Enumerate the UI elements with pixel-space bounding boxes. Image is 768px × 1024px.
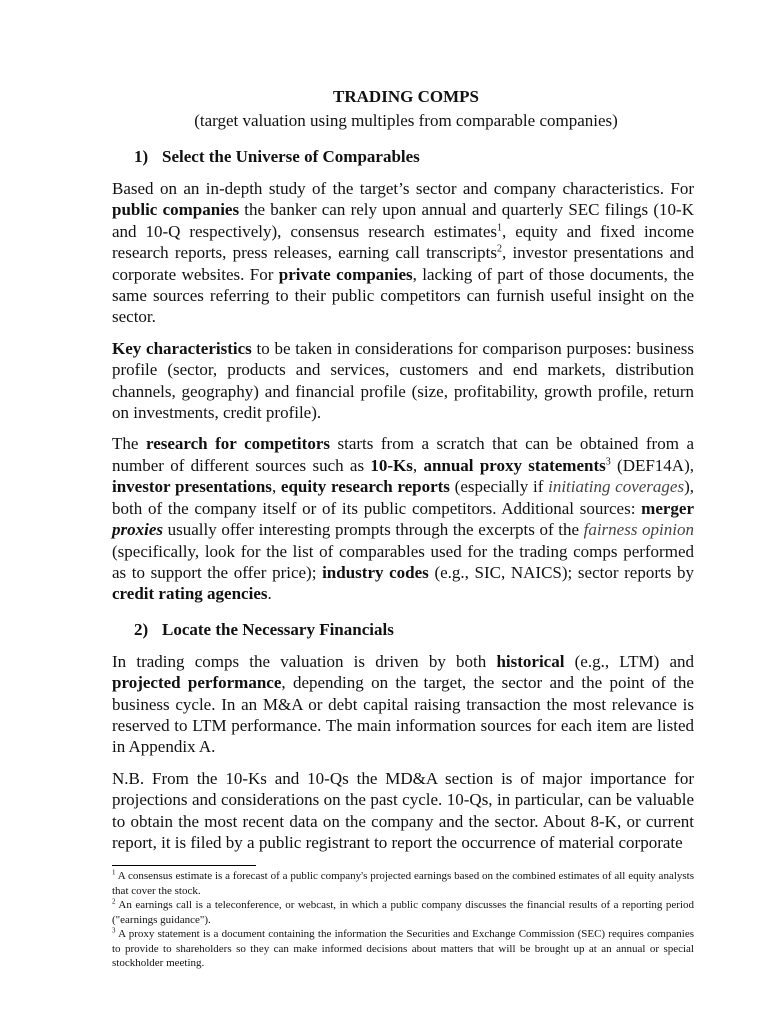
paragraph bbox=[112, 433, 694, 604]
text-run: (e.g., LTM) and bbox=[564, 651, 694, 671]
footnotes bbox=[112, 869, 694, 991]
emphasized-text: merger bbox=[641, 498, 694, 518]
text-run: to be taken in considerations for comparison purposes: business profile (sector, products and services, customers and end markets, distribution channels, geography) and financial profile (size, profitability, growth profile, return on investments, credit profile). bbox=[112, 338, 695, 423]
text-run: , investor presentations and corporate websites. For bbox=[112, 243, 694, 284]
emphasized-text: credit rating agencies bbox=[112, 584, 268, 604]
text-run: (specifically, look for the list of comparables used for the trading comps performed as to support the offer price); bbox=[112, 541, 694, 582]
footnote-reference: 1 bbox=[497, 222, 503, 234]
footnote-reference: 2 bbox=[496, 243, 502, 255]
footnote-text: A consensus estimate is a forecast of a public company's projected earnings based on the combined estimates of all equity analysts that cover the stock. bbox=[112, 870, 694, 897]
emphasized-text: private companies bbox=[278, 264, 413, 284]
emphasized-text: Key characteristics bbox=[112, 338, 252, 358]
footnote-text: An earnings call is a teleconference, or webcast, in which a public company discusses the financial results of a reporting period ("earnings guidance"). bbox=[112, 899, 694, 926]
section-number: 2) bbox=[134, 619, 149, 639]
document-page bbox=[112, 0, 694, 991]
paragraph bbox=[112, 178, 694, 328]
text-run: N.B. From the 10-Ks and 10-Qs the MD&A section is of major importance for projections and considerations on the past cycle. 10-Qs, in particular, can be valuable to obtain the most recent data on the company and the sector. About 8-K, or current report, it is filed by a public registrant to report the occurrence of material corporate bbox=[112, 768, 694, 852]
section-heading bbox=[134, 146, 694, 168]
emphasized-text: annual proxy statements bbox=[423, 455, 606, 475]
text-run: , depending on the target, the sector and the point of the business cycle. In an M&A or debt capital raising transaction the most relevance is reserved to LTM performance. The main information sources for each item are listed in Appendix A. bbox=[112, 673, 694, 757]
text-run: , bbox=[271, 477, 281, 497]
footnote-reference: 3 bbox=[605, 456, 611, 468]
emphasized-text: fairness opinion bbox=[583, 520, 695, 540]
document-body bbox=[112, 146, 694, 853]
text-run: usually offer interesting prompts through the excerpts of the bbox=[163, 520, 584, 540]
text-run: starts from a scratch that can be obtained from a number of different sources such as bbox=[112, 434, 694, 475]
document-title: TRADING COMPS bbox=[333, 87, 479, 106]
text-run: , equity and fixed income research reports, press releases, earning call transcripts bbox=[112, 221, 694, 263]
emphasized-text: projected performance bbox=[112, 673, 282, 693]
footnote-text: A proxy statement is a document containing the information the Securities and Exchange Commission (SEC) requires companies to provide to shareholders so they can make informed decisions about matters that will be brought up at an annual or special stockholder meeting. bbox=[112, 928, 694, 970]
footnote bbox=[112, 898, 694, 927]
section-number: 1) bbox=[134, 147, 149, 166]
document-subtitle: (target valuation using multiples from comparable companies) bbox=[194, 111, 618, 130]
emphasized-text: proxies bbox=[112, 520, 163, 540]
text-run: . bbox=[267, 584, 272, 604]
paragraph bbox=[112, 651, 694, 758]
text-run: , bbox=[412, 455, 424, 475]
emphasized-text: research for competitors bbox=[145, 434, 330, 454]
footnote-separator bbox=[112, 865, 256, 866]
emphasized-text: 10-Ks bbox=[370, 455, 413, 475]
paragraph bbox=[112, 768, 694, 854]
text-run: , lacking of part of those documents, the same sources referring to their public competitors can furnish useful insight on the sector. bbox=[112, 264, 694, 327]
emphasized-text: historical bbox=[496, 651, 565, 671]
text-run: The bbox=[112, 434, 146, 454]
paragraph bbox=[112, 338, 694, 424]
footnote bbox=[112, 927, 694, 971]
text-run: ), both of the company itself or of its public competitors. Additional sources: bbox=[112, 477, 694, 518]
emphasized-text: equity research reports bbox=[280, 477, 450, 497]
footnote-number: 1 bbox=[112, 868, 116, 877]
section-heading-text: Select the Universe of Comparables bbox=[162, 147, 420, 166]
text-run: Based on an in-depth study of the target’s sector and company characteristics. For bbox=[112, 179, 694, 198]
text-run: (e.g., SIC, NAICS); sector reports by bbox=[428, 562, 694, 582]
emphasized-text: initiating coverages bbox=[548, 477, 685, 497]
emphasized-text: public companies bbox=[112, 200, 240, 220]
text-run: (especially if bbox=[449, 477, 549, 497]
footnote bbox=[112, 869, 694, 898]
text-run: In trading comps the valuation is driven by both bbox=[112, 651, 497, 671]
emphasized-text: industry codes bbox=[322, 562, 429, 582]
text-run: (DEF14A), bbox=[610, 455, 694, 475]
text-run: the banker can rely upon annual and quarterly SEC filings (10-K and 10-Q respectively), consensus research estimates bbox=[112, 200, 694, 241]
emphasized-text: investor presentations bbox=[112, 477, 272, 497]
section-heading-text: Locate the Necessary Financials bbox=[162, 619, 394, 639]
footnote-number: 2 bbox=[112, 897, 116, 906]
section-heading bbox=[134, 619, 694, 641]
footnote-number: 3 bbox=[112, 926, 116, 935]
